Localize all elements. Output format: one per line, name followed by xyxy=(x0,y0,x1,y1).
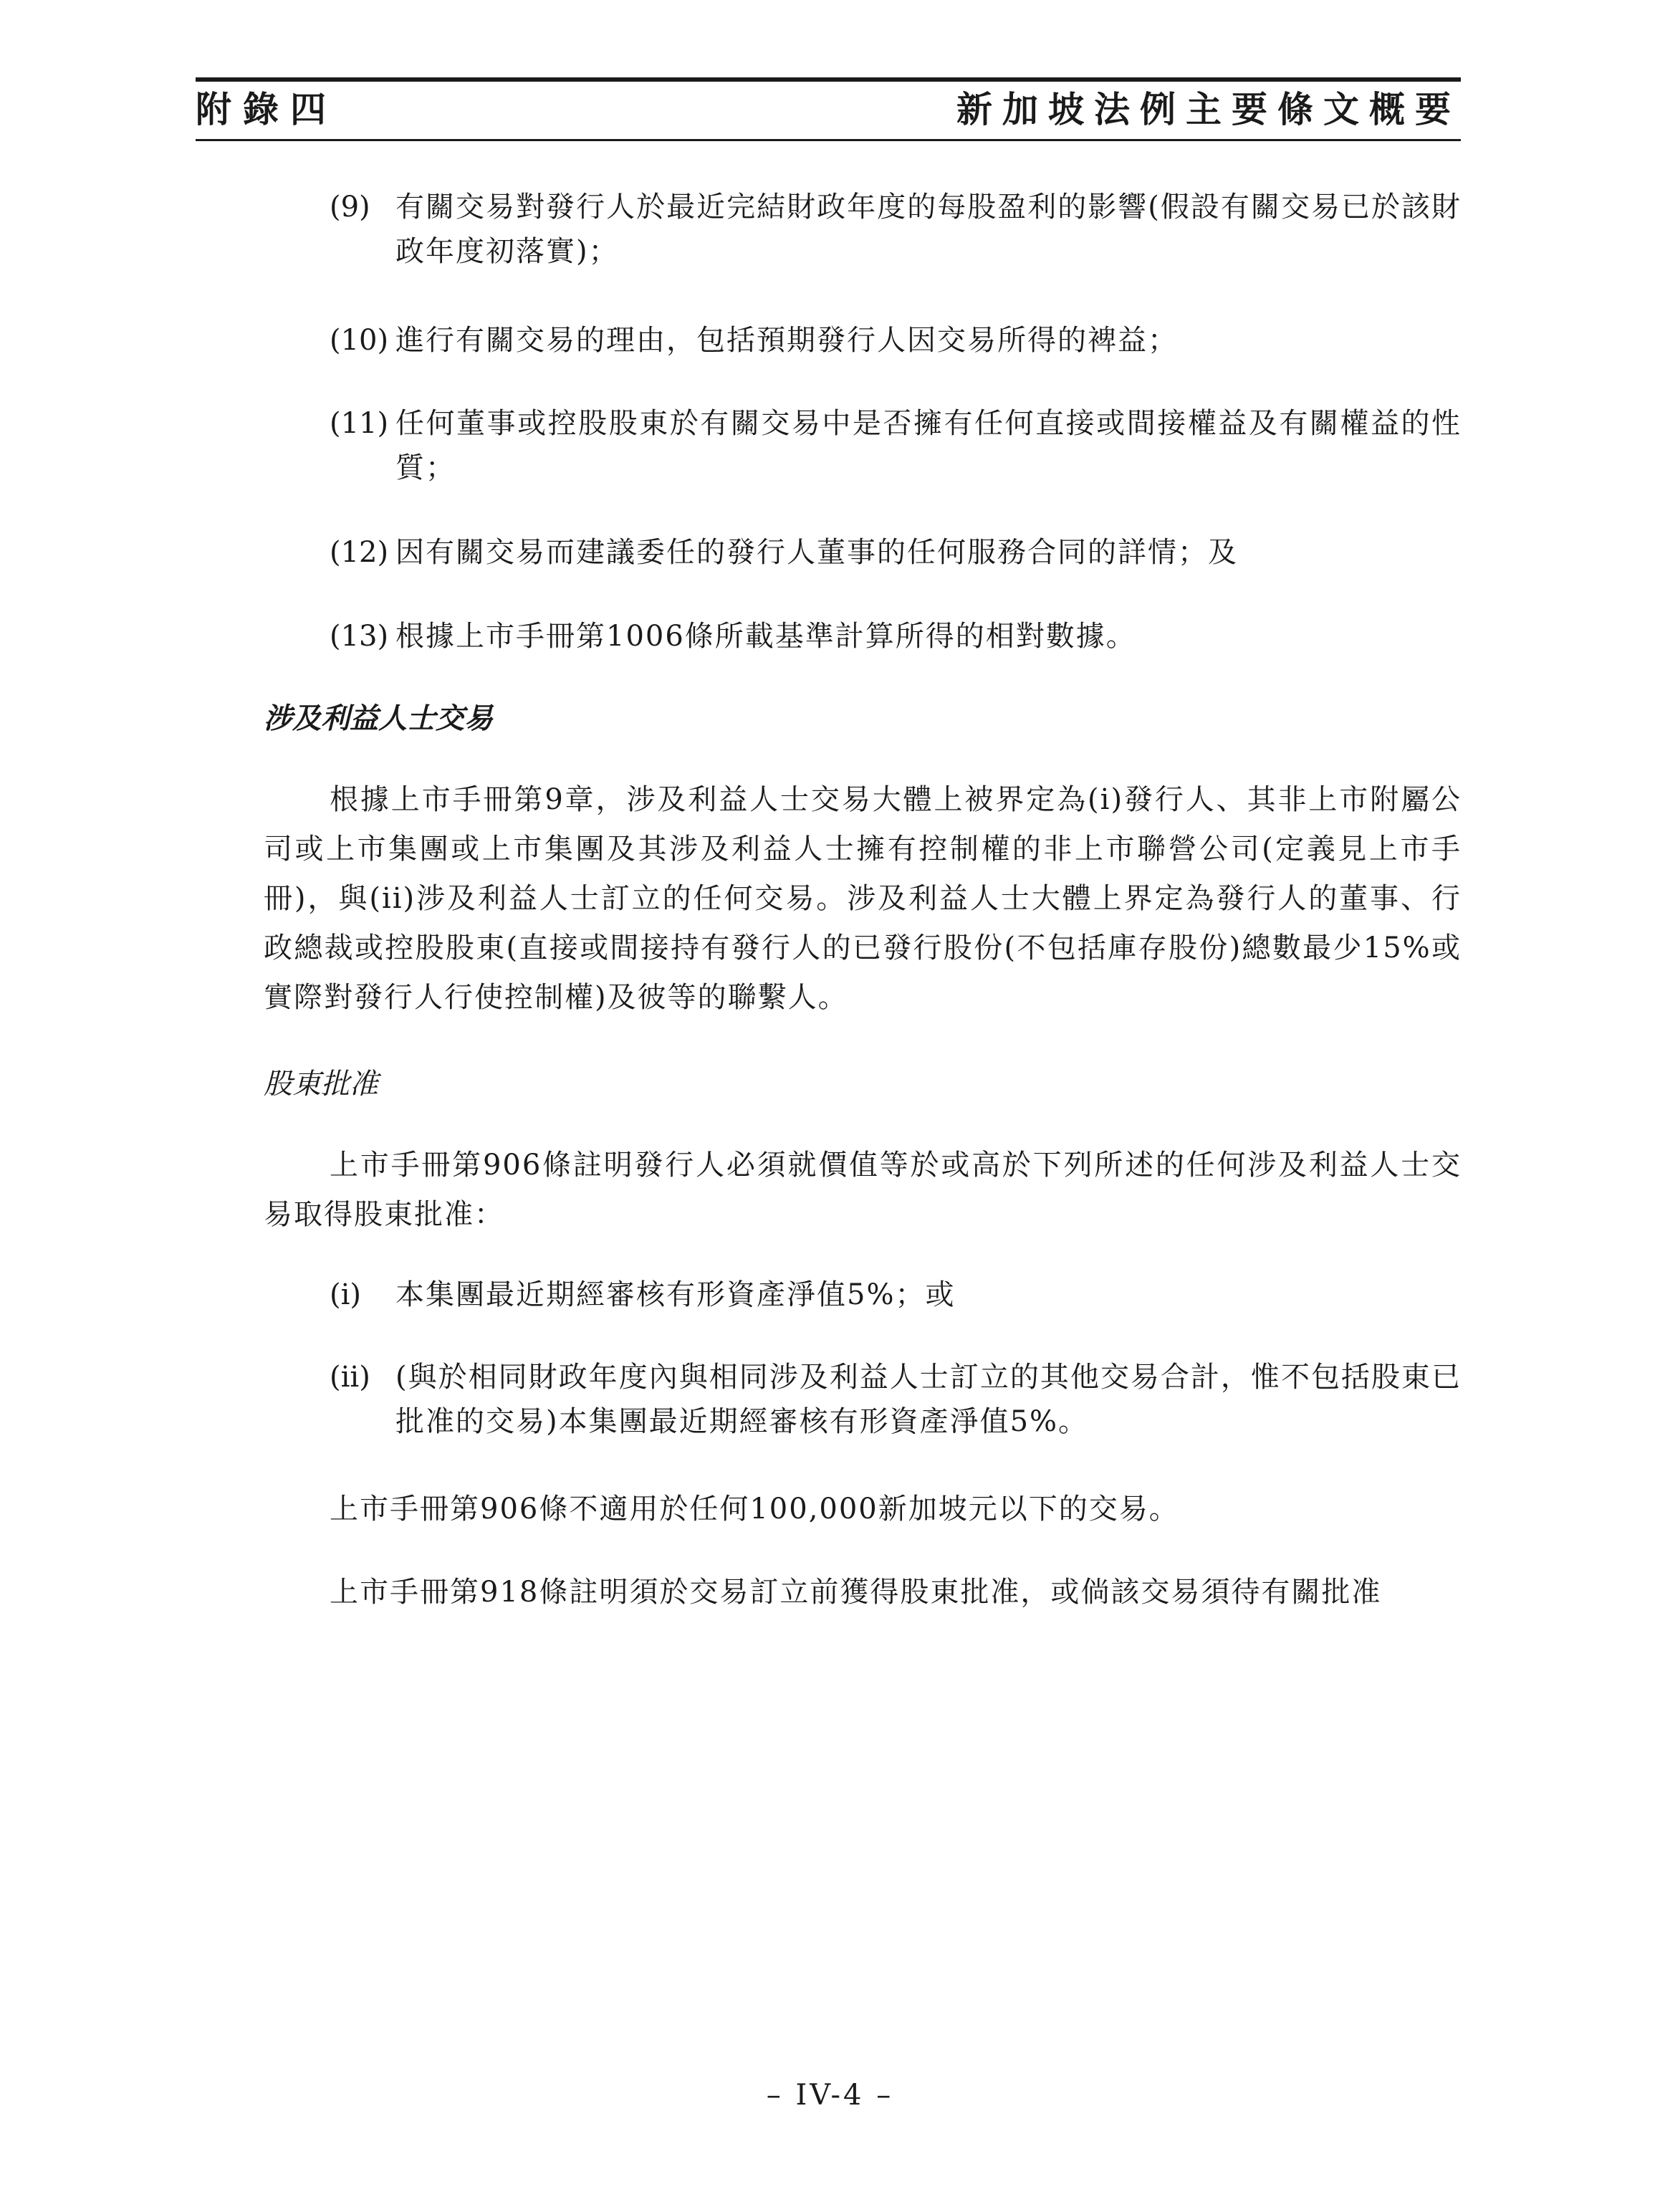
body-line: 上市手冊第906條不適用於任何100,000新加坡元以下的交易。 xyxy=(330,1493,1179,1526)
list-item xyxy=(330,1273,1462,1317)
list-item-number: (i) xyxy=(330,1278,362,1311)
subsection-heading: 股東批准 xyxy=(264,1068,378,1101)
list-item-text: 進行有關交易的理由，包括預期發行人因交易所得的裨益； xyxy=(395,324,1178,357)
list-item-number: (11) xyxy=(330,407,389,440)
list-item-number: (13) xyxy=(330,620,389,653)
header-top-rule xyxy=(196,77,1461,82)
section-heading: 涉及利益人士交易 xyxy=(264,702,493,735)
list-item-number: (ii) xyxy=(330,1361,370,1394)
body-paragraph: 上市手冊第906條註明發行人必須就價值等於或高於下列所述的任何涉及利益人士交易取得股東批准： xyxy=(264,1149,1462,1231)
list-item xyxy=(330,401,1462,490)
list-item xyxy=(330,614,1462,659)
list-item-text: (與於相同財政年度內與相同涉及利益人士訂立的其他交易合計，惟不包括股東已批准的交易)本集團最近期經審核有形資產淨值5%。 xyxy=(395,1361,1462,1438)
list-item-number: (12) xyxy=(330,536,389,569)
list-item xyxy=(330,1355,1462,1444)
list-item-text: 因有關交易而建議委任的發行人董事的任何服務合同的詳情；及 xyxy=(395,536,1238,569)
list-item xyxy=(330,318,1462,363)
list-item xyxy=(330,185,1462,274)
list-item xyxy=(330,530,1462,575)
list-item-number: (9) xyxy=(330,191,370,224)
section-title: 新加坡法例主要條文概要 xyxy=(956,88,1461,130)
list-item-number: (10) xyxy=(330,324,389,357)
appendix-label: 附錄四 xyxy=(196,88,337,130)
list-item-text: 任何董事或控股股東於有關交易中是否擁有任何直接或間接權益及有關權益的性質； xyxy=(395,407,1462,484)
header-bottom-rule xyxy=(196,139,1461,141)
list-item-text: 本集團最近期經審核有形資產淨值5%；或 xyxy=(395,1278,956,1311)
list-item-text: 根據上市手冊第1006條所載基準計算所得的相對數據。 xyxy=(395,620,1136,653)
page-number: – IV-4 – xyxy=(766,2079,894,2112)
body-line: 上市手冊第918條註明須於交易訂立前獲得股東批准，或倘該交易須待有關批准 xyxy=(330,1576,1382,1609)
list-item-text: 有關交易對發行人於最近完結財政年度的每股盈利的影響(假設有關交易已於該財政年度初落實)； xyxy=(395,191,1462,268)
body-paragraph: 根據上市手冊第9章，涉及利益人士交易大體上被界定為(i)發行人、其非上市附屬公司或上市集團或上市集團及其涉及利益人士擁有控制權的非上市聯營公司(定義見上市手冊)，與(ii)涉及利益人士訂立的任何交易。涉及利益人士大體上界定為發行人的董事、行政總裁或控股股東(直接或間接持有發行人的已發行股份(不包括庫存股份)總數最少15%或實際對發行人行使控制權)及彼等的聯繫人。 xyxy=(264,783,1462,1014)
